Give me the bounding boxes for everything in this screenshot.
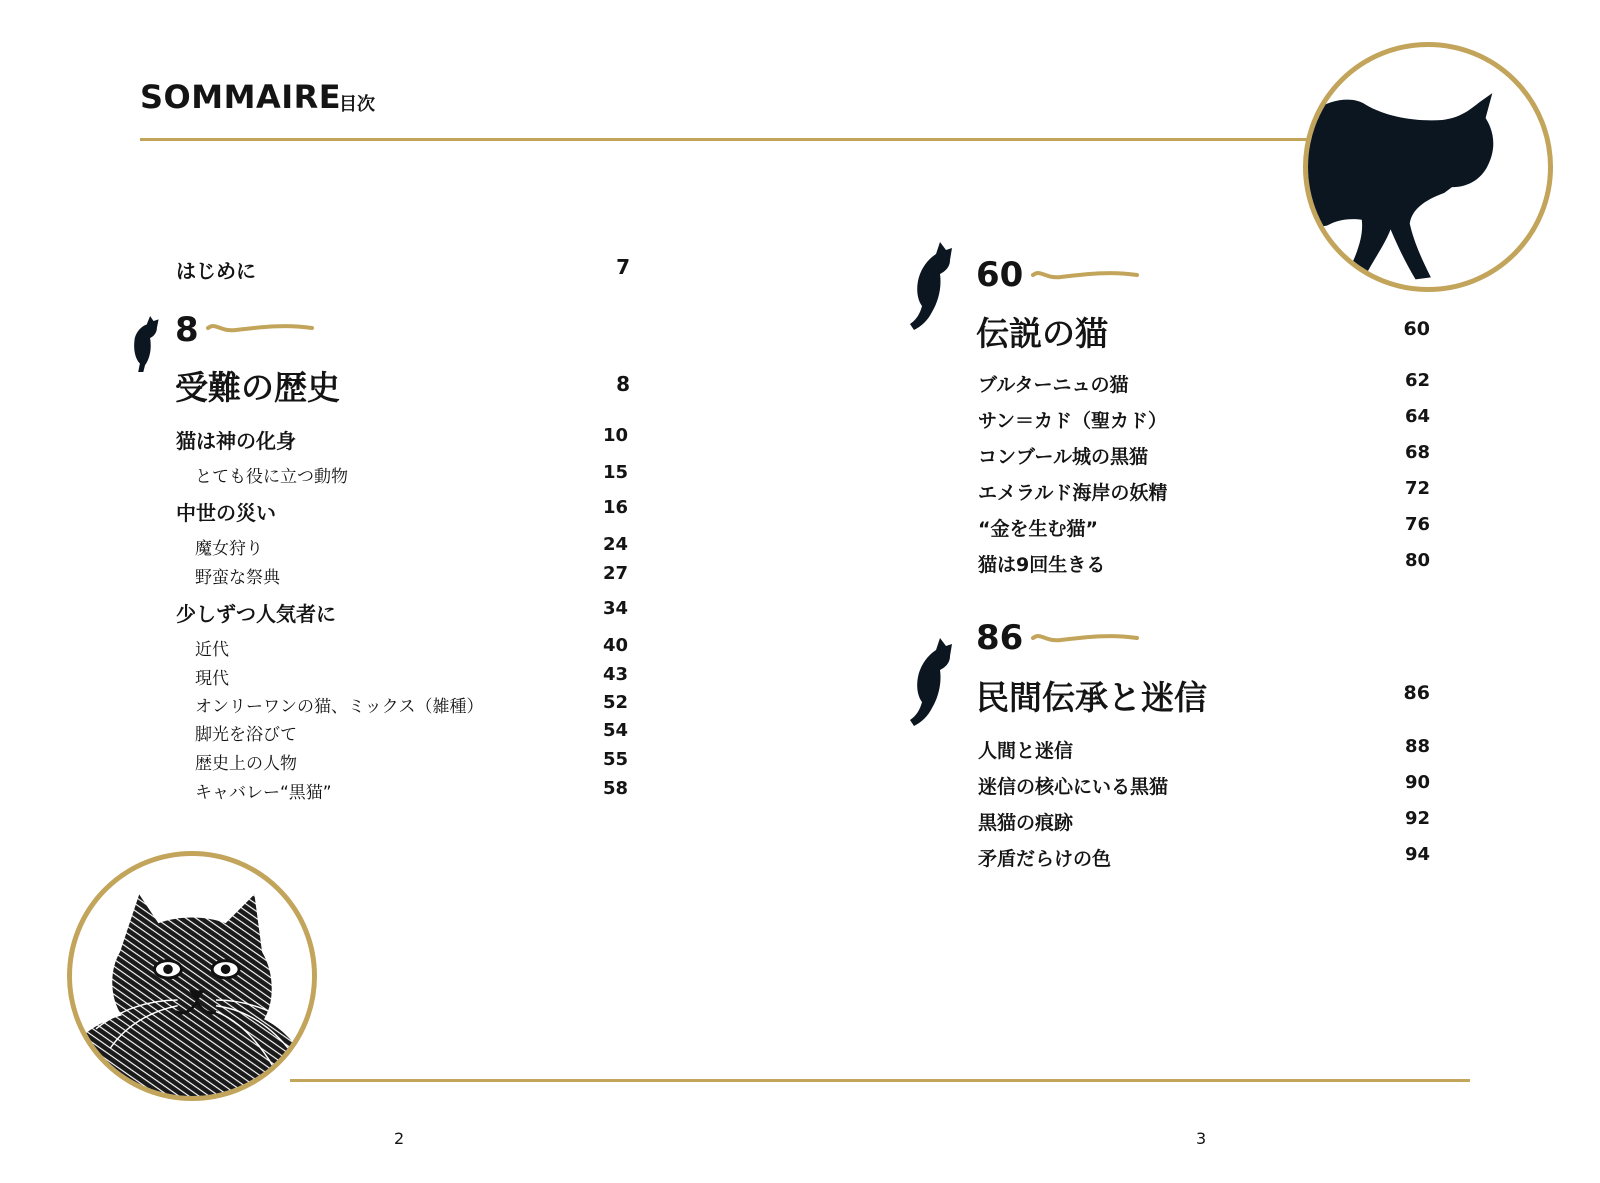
gold-brush-swash-icon: [1031, 265, 1141, 285]
toc-entry-label: 脚光を浴びて: [195, 725, 297, 745]
chapter-title: 受難の歴史: [175, 368, 340, 407]
section-number: 86: [976, 618, 1024, 658]
toc-entry[interactable]: [195, 635, 628, 661]
toc-entry-label: ブルターニュの猫: [978, 374, 1129, 396]
toc-entry-label: キャバレー“黒猫”: [195, 783, 332, 803]
tabby-cat-medallion: [67, 851, 317, 1101]
section-number: 60: [976, 255, 1024, 295]
chapter-page: 86: [1403, 682, 1430, 704]
toc-entry-label: 少しずつ人気者に: [176, 602, 336, 626]
chapter-page: 8: [616, 372, 630, 396]
chapter-title: 民間伝承と迷信: [976, 678, 1207, 717]
gold-brush-swash-icon: [1031, 628, 1141, 648]
toc-entry-page: 62: [1404, 370, 1430, 391]
tabby-cat-engraving-icon: [72, 856, 312, 1096]
page-number-right: 3: [1196, 1129, 1207, 1148]
chapter-heading[interactable]: [976, 308, 1430, 352]
climbing-cat-icon: [902, 636, 960, 731]
toc-entry-label: 野蛮な祭典: [195, 568, 280, 588]
toc-entry[interactable]: [978, 550, 1430, 578]
toc-entry[interactable]: [176, 497, 628, 523]
page-title: SOMMAIRE: [140, 78, 342, 116]
toc-entry-page: 10: [602, 425, 628, 446]
toc-entry-page: 43: [602, 664, 628, 685]
toc-entry-label: “金を生む猫”: [978, 518, 1098, 540]
toc-entry-label: サン＝カド（聖カド）: [978, 410, 1168, 432]
toc-entry-page: 15: [602, 462, 628, 483]
page-subtitle: 目次: [339, 94, 375, 115]
toc-entry-label: 迷信の核心にいる黒猫: [978, 776, 1169, 798]
toc-entry-page: 58: [602, 778, 628, 799]
toc-entry[interactable]: [978, 772, 1430, 800]
toc-entry-label: 黒猫の痕跡: [978, 812, 1074, 834]
toc-entry[interactable]: [195, 720, 628, 746]
toc-entry-page: 72: [1404, 478, 1430, 499]
toc-entry-label: 魔女狩り: [195, 539, 263, 559]
page-number-left: 2: [394, 1129, 405, 1148]
toc-entry-page: 80: [1404, 550, 1430, 571]
toc-entry-page: 68: [1404, 442, 1430, 463]
footer-rule: [290, 1079, 1470, 1082]
climbing-cat-icon: [128, 310, 162, 378]
toc-entry[interactable]: [195, 778, 628, 804]
toc-entry[interactable]: [978, 406, 1430, 434]
toc-entry-page: 34: [602, 598, 628, 619]
chapter-page: 60: [1403, 318, 1430, 340]
toc-entry[interactable]: [978, 844, 1430, 872]
toc-entry[interactable]: [978, 442, 1430, 470]
toc-entry[interactable]: [195, 692, 628, 718]
walking-cat-medallion: [1303, 42, 1553, 292]
toc-entry-page: 40: [602, 635, 628, 656]
toc-entry-page: 7: [616, 255, 630, 279]
toc-entry[interactable]: [978, 478, 1430, 506]
toc-entry-page: 76: [1404, 514, 1430, 535]
toc-entry-page: 90: [1404, 772, 1430, 793]
toc-entry-page: 88: [1404, 736, 1430, 757]
climbing-cat-icon: [902, 240, 960, 335]
toc-entry[interactable]: [195, 462, 628, 488]
toc-entry-intro[interactable]: [176, 255, 630, 283]
toc-entry-label: エメラルド海岸の妖精: [978, 482, 1168, 504]
toc-entry[interactable]: [176, 598, 628, 624]
toc-entry-page: 54: [602, 720, 628, 741]
toc-entry-label: 矛盾だらけの色: [978, 848, 1112, 870]
toc-entry-page: 55: [602, 749, 628, 770]
toc-entry[interactable]: [978, 808, 1430, 836]
toc-entry-label: 中世の災い: [176, 501, 276, 525]
toc-entry-page: 64: [1404, 406, 1430, 427]
chapter-heading[interactable]: [976, 672, 1430, 716]
toc-entry[interactable]: [195, 749, 628, 775]
toc-entry[interactable]: [978, 736, 1430, 764]
toc-entry-page: 27: [602, 563, 628, 584]
toc-entry[interactable]: [195, 664, 628, 690]
toc-entry-page: 16: [602, 497, 628, 518]
toc-entry-label: とても役に立つ動物: [195, 467, 348, 487]
black-cat-silhouette-icon: [1308, 47, 1548, 287]
toc-entry-page: 92: [1404, 808, 1430, 829]
toc-entry-label: 猫は9回生きる: [978, 554, 1106, 576]
toc-entry-label: 人間と迷信: [978, 740, 1074, 762]
toc-entry[interactable]: [195, 563, 628, 589]
toc-entry-label: コンブール城の黒猫: [978, 446, 1149, 468]
toc-entry-page: 94: [1404, 844, 1430, 865]
section-number: 8: [175, 310, 199, 350]
toc-entry-label: 猫は神の化身: [176, 429, 296, 453]
toc-entry[interactable]: [176, 425, 628, 451]
toc-entry-label: オンリーワンの猫、ミックス（雑種）: [195, 697, 484, 717]
chapter-heading[interactable]: [175, 362, 630, 406]
toc-entry[interactable]: [978, 370, 1430, 398]
toc-entry-label: 近代: [195, 640, 229, 660]
chapter-title: 伝説の猫: [976, 314, 1108, 353]
toc-entry-label: 現代: [195, 669, 229, 689]
toc-entry-label: はじめに: [176, 259, 256, 283]
header-rule: [140, 138, 1330, 141]
gold-brush-swash-icon: [206, 318, 316, 338]
toc-entry[interactable]: [195, 534, 628, 560]
toc-entry-page: 24: [602, 534, 628, 555]
toc-entry-label: 歴史上の人物: [195, 754, 297, 774]
toc-entry[interactable]: [978, 514, 1430, 542]
toc-entry-page: 52: [602, 692, 628, 713]
